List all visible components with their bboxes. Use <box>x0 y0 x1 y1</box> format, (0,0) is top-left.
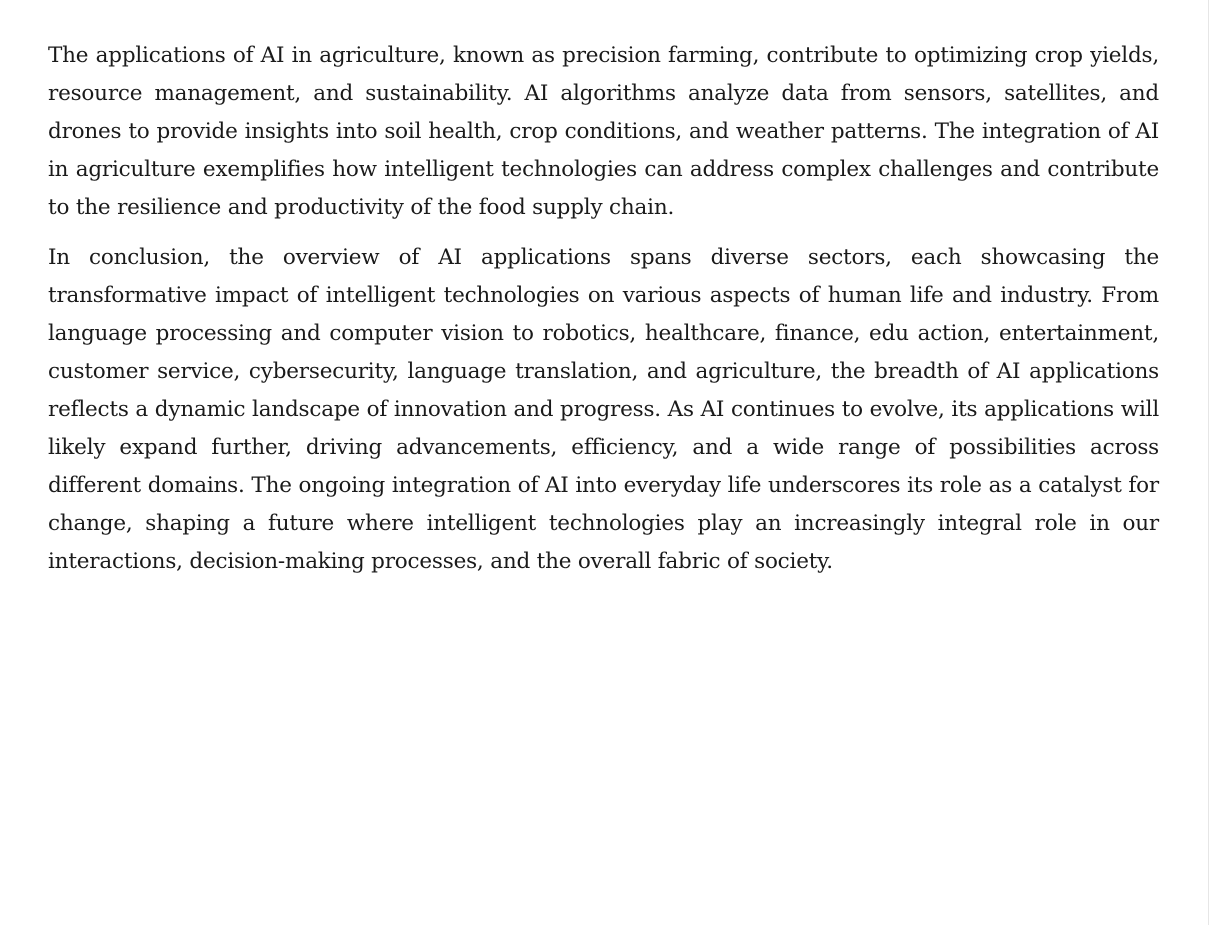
paragraph-agriculture: The applications of AI in agriculture, known as precision farming, contribute to optimizing crop yields, resource management, and sustainability. AI algorithms analyze data from sensors, satellites, and drones to provide insights into soil health, crop conditions, and weather patterns. The integration of AI in agriculture exemplifies how intelligent technologies can address complex challenges and contribute to the resilience and productivity of the food supply chain. <box>48 43 1159 220</box>
document-body <box>48 37 1159 593</box>
paragraph-conclusion: In conclusion, the overview of AI applications spans diverse sectors, each showcasing the transformative impact of intelligent technologies on various aspects of human life and industry. From language processing and computer vision to robotics, healthcare, finance, edu action, entertainment, customer service, cybersecurity, language translation, and agriculture, the breadth of AI applications reflects a dynamic landscape of innovation and progress. As AI continues to evolve, its applications will likely expand further, driving advancements, efficiency, and a wide range of possibilities across different domains. The ongoing integration of AI into everyday life underscores its role as a catalyst for change, shaping a future where intelligent technologies play an increasingly integral role in our interactions, decision-making processes, and the overall fabric of society. <box>48 245 1159 574</box>
